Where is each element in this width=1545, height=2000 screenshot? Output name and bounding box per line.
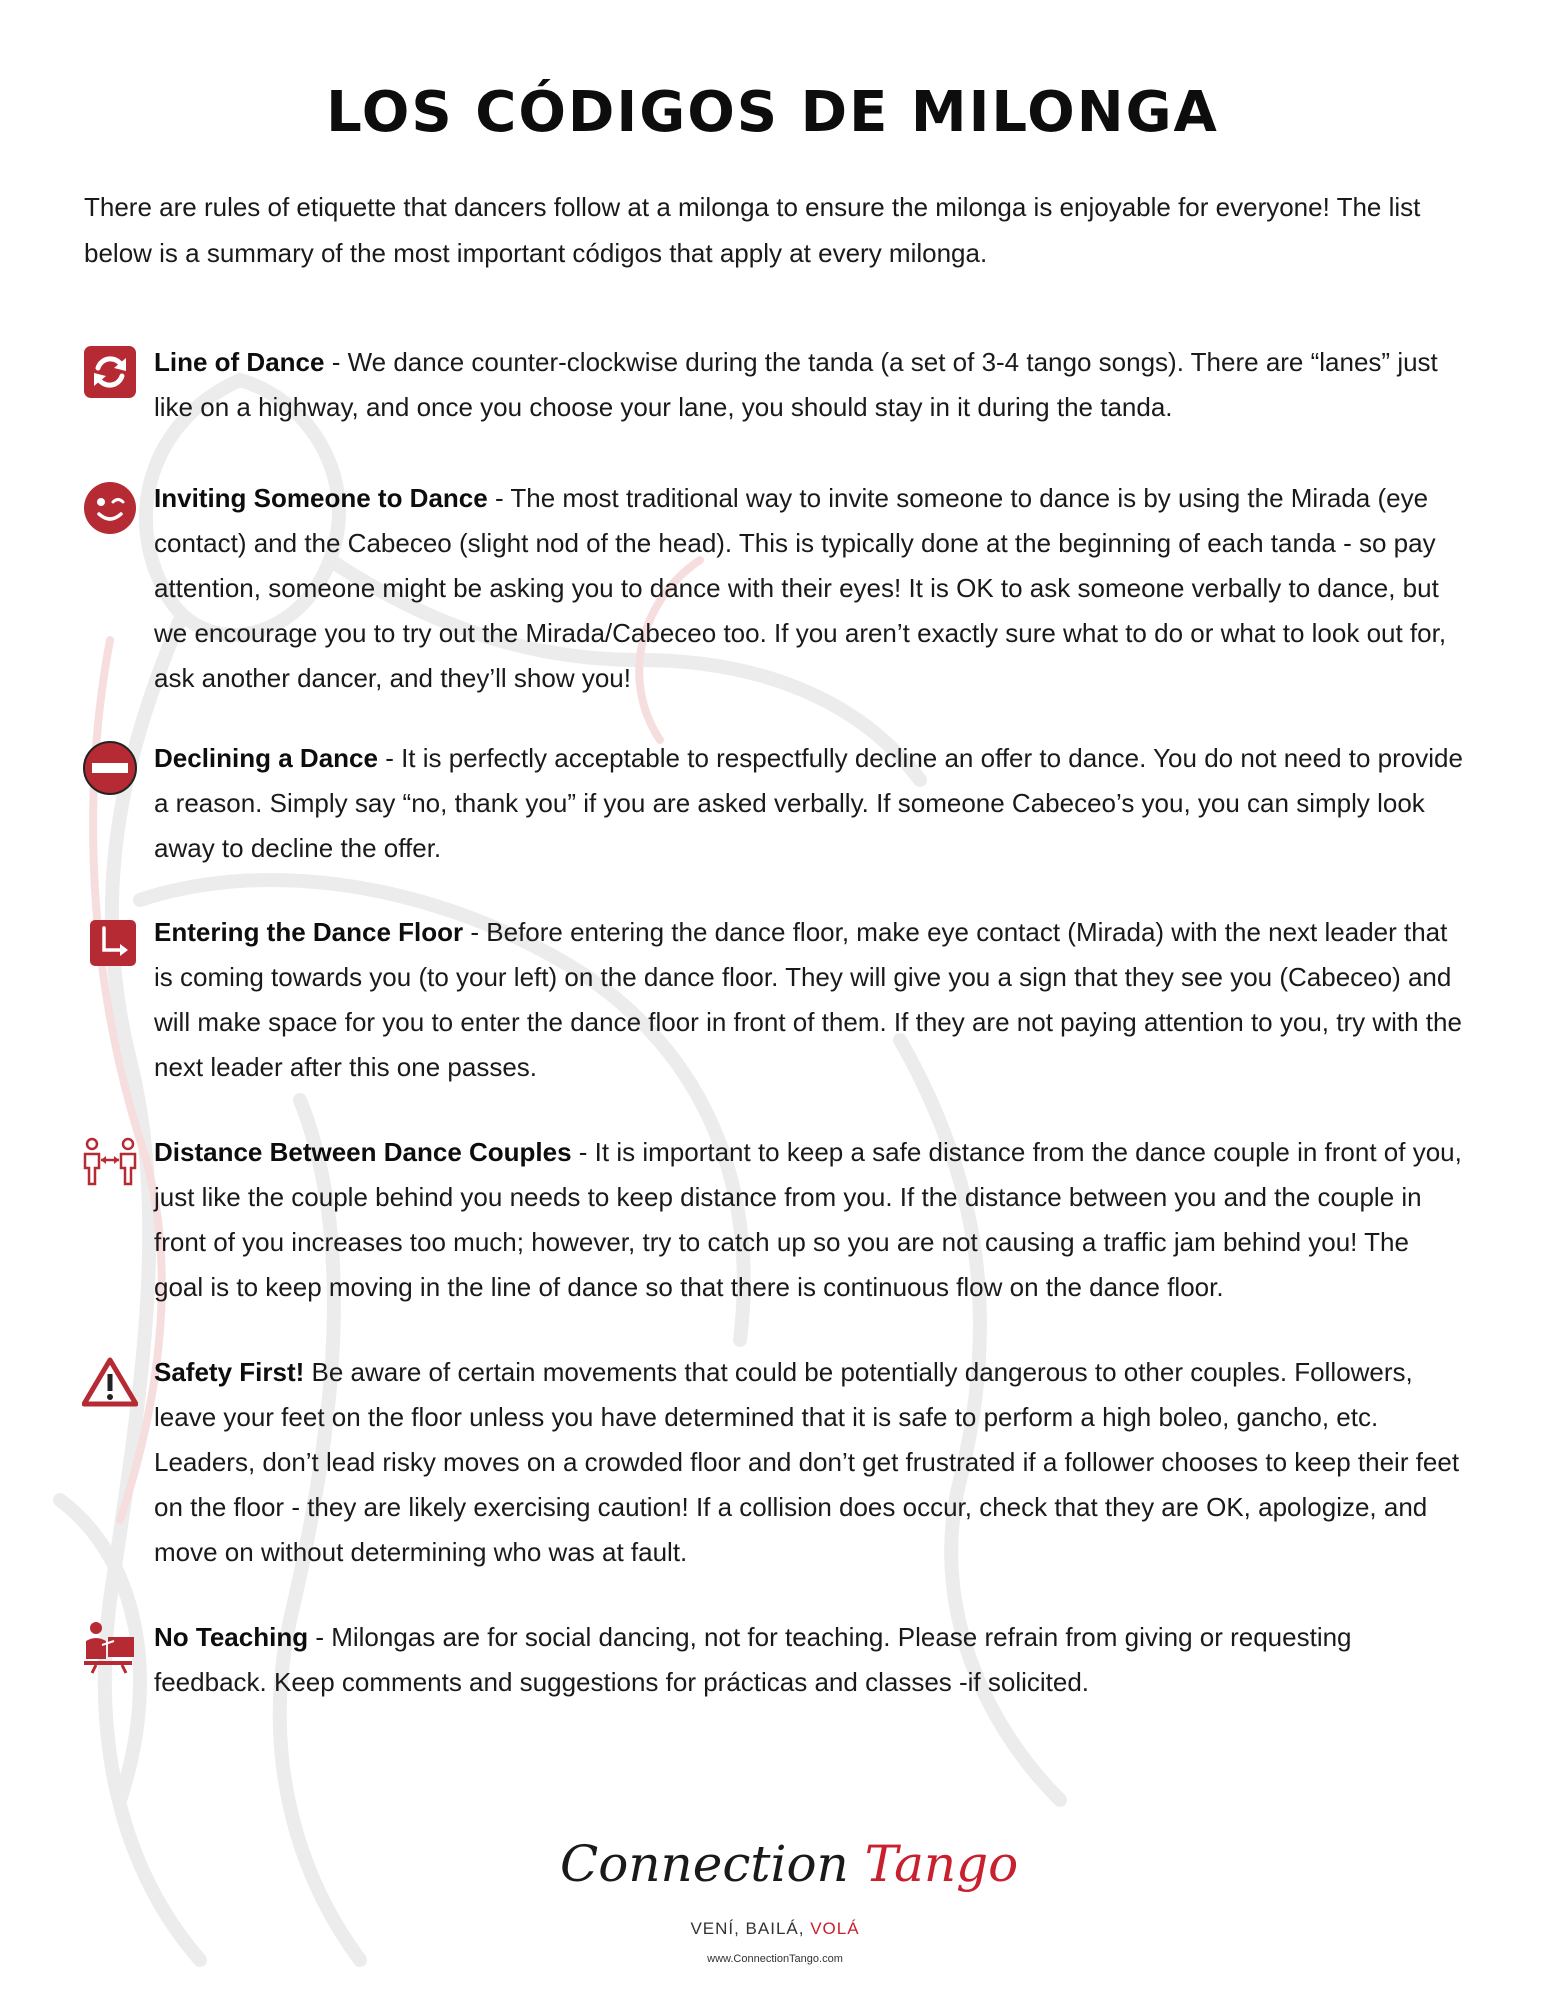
- rule-text: [154, 1350, 1464, 1575]
- rule-body: - Milongas are for social dancing, not for teaching. Please refrain from giving or requesting feedback. Keep comments and suggestions for prácticas and classes -if solicited.: [154, 1622, 1352, 1697]
- teacher-board-icon: [82, 1619, 138, 1675]
- enter-arrow-icon: [82, 914, 138, 970]
- rule-heading: Declining a Dance: [154, 743, 378, 773]
- rule-body: - It is important to keep a safe distance from the dance couple in front of you, just like the couple behind you needs to keep distance from you. If the distance between you and the couple in front of you increases too much; however, try to catch up so you are not causing a traffic jam behind you! The goal is to keep moving in the line of dance so that there is continuous flow on the dance floor.: [154, 1137, 1462, 1302]
- rule-body: Be aware of certain movements that could be potentially dangerous to other couples. Followers, leave your feet on the floor unless you have determined that it is safe to perform a high boleo, gancho, etc. Leaders, don’t lead risky moves on a crowded floor and don’t get frustrated if a follower chooses to keep their feet on the floor - they are likely exercising caution! If a collision does occur, check that they are OK, apologize, and move on without determining who was at fault.: [154, 1357, 1460, 1567]
- rule-body: - The most traditional way to invite someone to dance is by using the Mirada (eye contact) and the Cabeceo (slight nod of the head). This is typically done at the beginning of each tanda - so pay attention, someone might be asking you to dance with their eyes! It is OK to ask someone verbally to dance, but we encourage you to try out the Mirada/Cabeceo too. If you aren’t exactly sure what to do or what to look out for, ask another dancer, and they’ll show you!: [154, 483, 1447, 693]
- wink-face-icon: [82, 480, 138, 536]
- rule-heading: Line of Dance: [154, 347, 325, 377]
- intro-paragraph: There are rules of etiquette that dancers follow at a milonga to ensure the milonga is enjoyable for everyone! The list below is a summary of the most important códigos that apply at every milonga.: [84, 192, 1421, 268]
- rule-text: [154, 910, 1464, 1090]
- rule-safety-first: [82, 1350, 1482, 1575]
- no-entry-icon: [82, 740, 138, 796]
- rule-distance-couples: [82, 1130, 1482, 1310]
- connection-tango-logo: [560, 1835, 1019, 1985]
- rule-heading: Entering the Dance Floor: [154, 917, 464, 947]
- rule-heading: Inviting Someone to Dance: [154, 483, 488, 513]
- rule-line-of-dance: [82, 340, 1482, 430]
- rule-text: [154, 1130, 1464, 1310]
- rule-text: [154, 736, 1464, 871]
- logo-tagline-accent: VOLÁ: [810, 1919, 860, 1938]
- rule-body: - It is perfectly acceptable to respectfully decline an offer to dance. You do not need to provide a reason. Simply say “no, thank you” if you are asked verbally. If someone Cabeceo’s you, you can simply look away to decline the offer.: [154, 743, 1463, 863]
- distance-people-icon: [82, 1134, 138, 1190]
- page-title: LOS CÓDIGOS DE MILONGA: [326, 80, 1219, 145]
- logo-wordmark: [560, 1835, 1019, 1893]
- rule-heading: Distance Between Dance Couples: [154, 1137, 572, 1167]
- logo-brand-main: Connection: [560, 1835, 849, 1893]
- logo-tagline-main: VENÍ, BAILÁ,: [690, 1919, 811, 1938]
- rule-inviting-someone: [82, 476, 1482, 701]
- logo-url: www.ConnectionTango.com: [707, 1953, 843, 1965]
- rule-declining-dance: [82, 736, 1482, 871]
- rule-body: - We dance counter-clockwise during the tanda (a set of 3-4 tango songs). There are “lanes” just like on a highway, and once you choose your lane, you should stay in it during the tanda.: [154, 347, 1438, 422]
- rule-text: [154, 476, 1464, 701]
- rule-text: [154, 1615, 1464, 1705]
- rule-heading: No Teaching: [154, 1622, 309, 1652]
- logo-tagline: [560, 1919, 990, 1939]
- warning-triangle-icon: [82, 1354, 138, 1410]
- logo-brand-accent: Tango: [864, 1835, 1019, 1893]
- rule-no-teaching: [82, 1615, 1482, 1705]
- rule-entering-floor: [82, 910, 1482, 1090]
- rule-heading: Safety First!: [154, 1357, 305, 1387]
- rule-text: [154, 340, 1464, 430]
- rotate-arrows-icon: [82, 344, 138, 400]
- rule-body: - Before entering the dance floor, make eye contact (Mirada) with the next leader that is coming towards you (to your left) on the dance floor. They will give you a sign that they see you (Cabeceo) and will make space for you to enter the dance floor in front of them. If they are not paying attention to you, try with the next leader after this one passes.: [154, 917, 1462, 1082]
